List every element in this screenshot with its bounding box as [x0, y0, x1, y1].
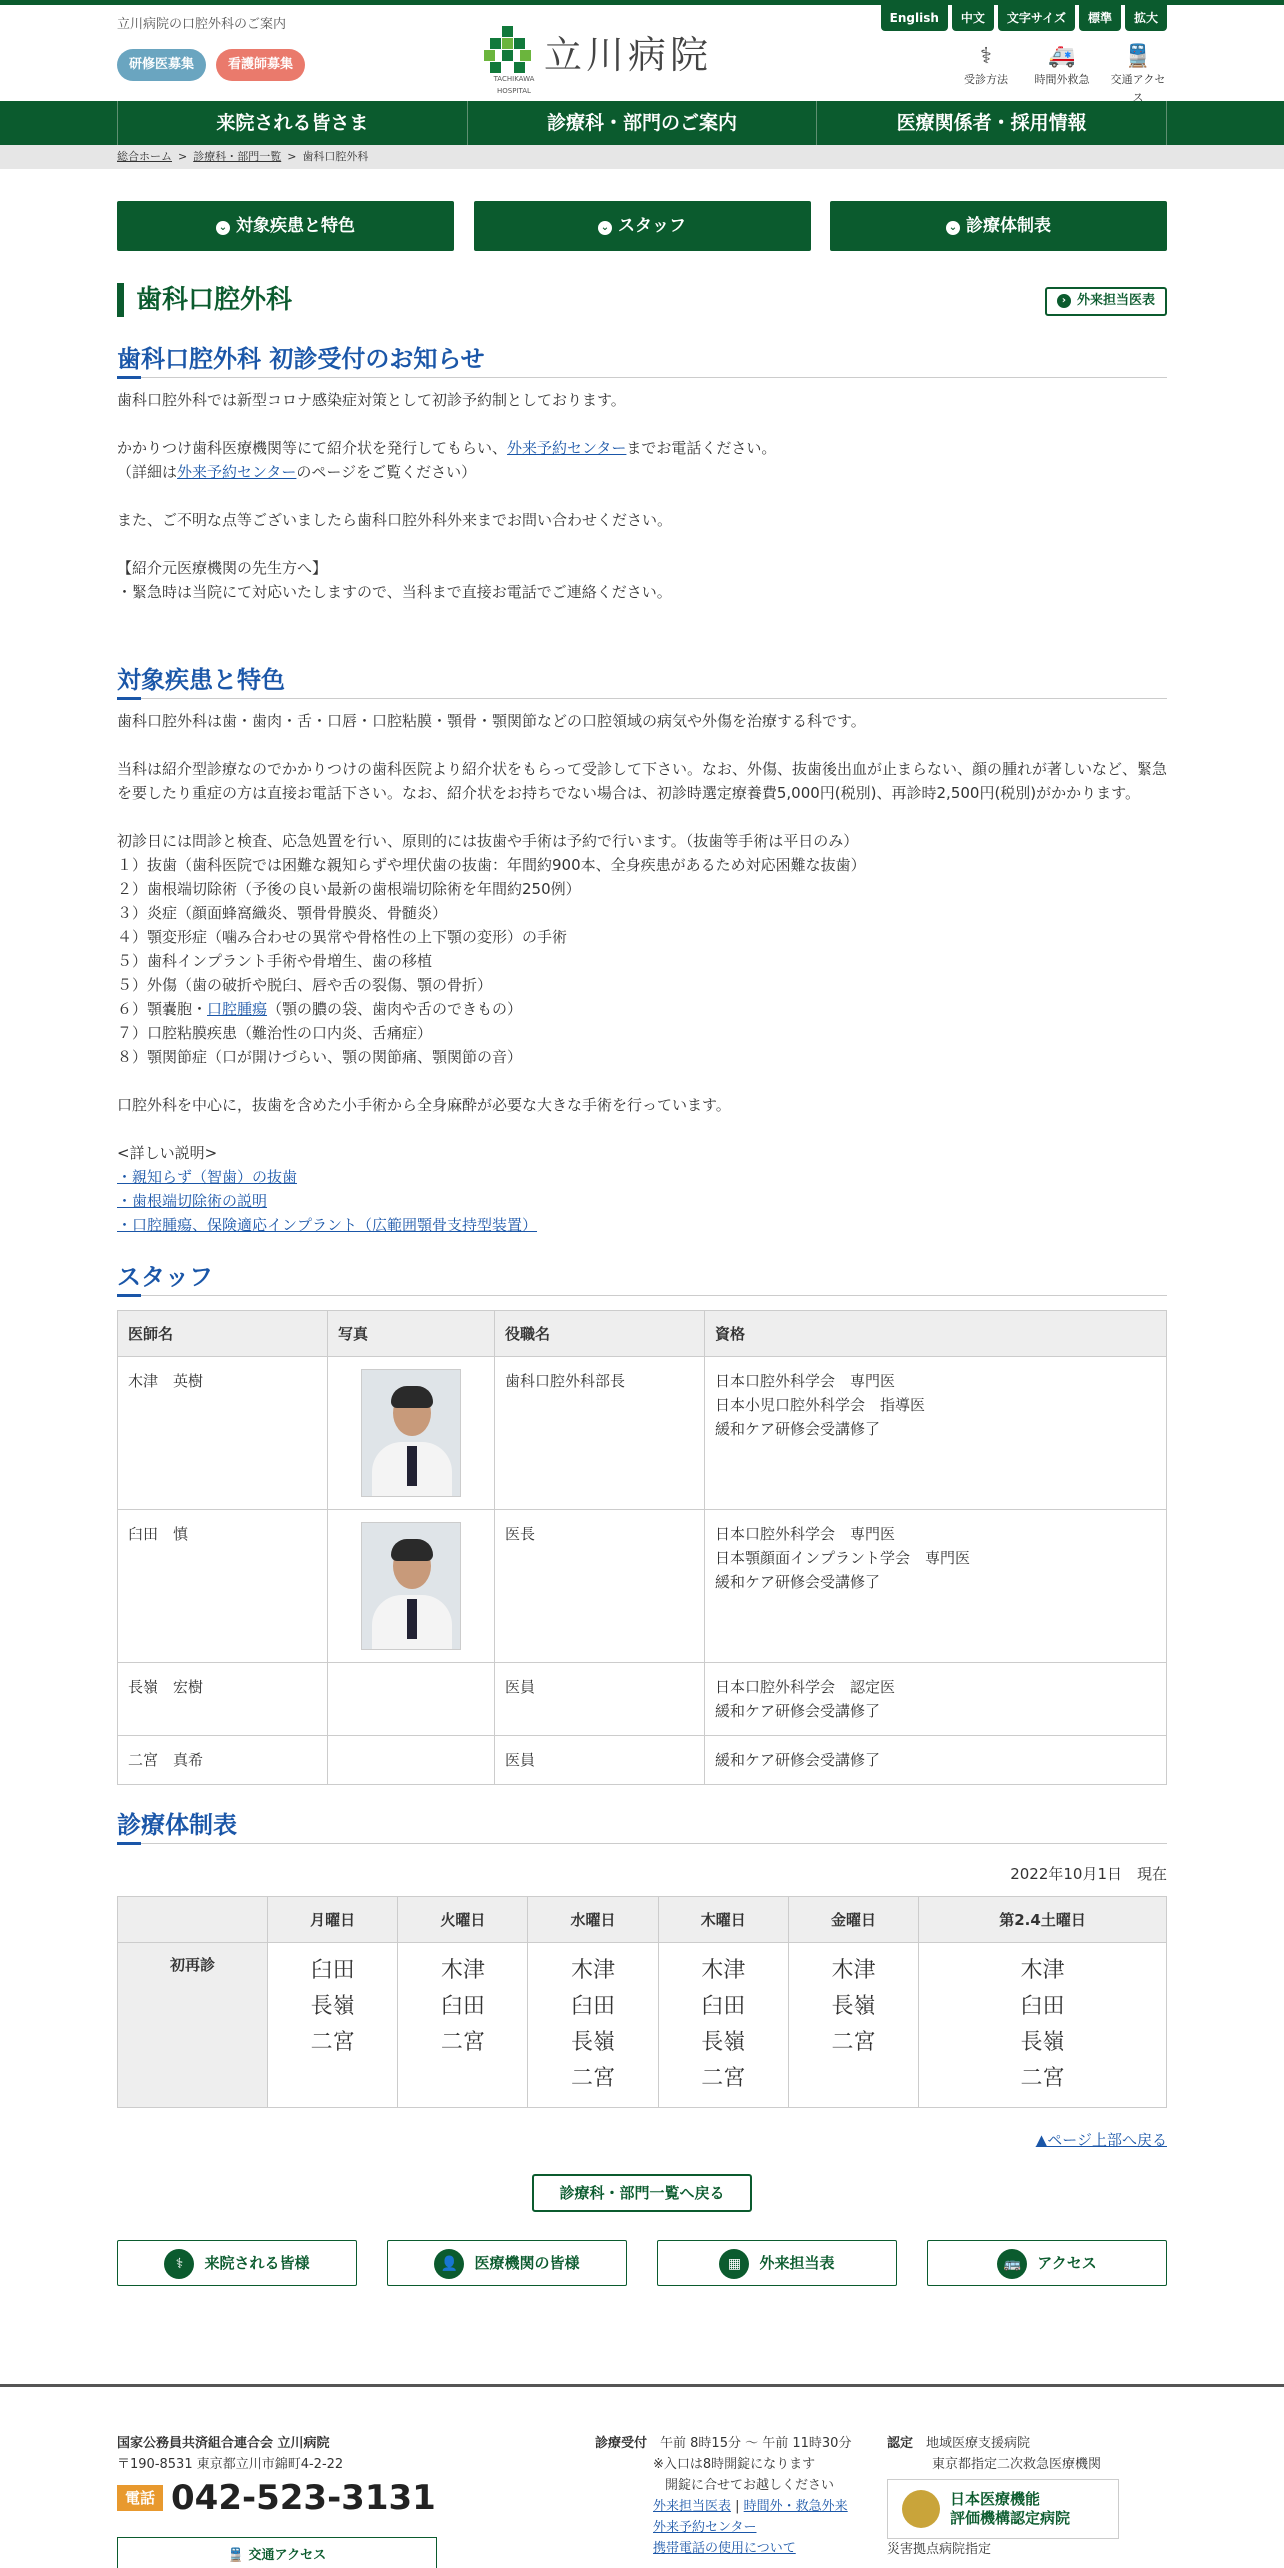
- doctor-name: 長嶺 宏樹: [118, 1663, 328, 1736]
- schedule-doctor: 二宮: [440, 2030, 485, 2055]
- badge-text: 日本医療機能: [950, 2490, 1041, 2508]
- breadcrumb-current: 歯科口腔外科: [302, 150, 369, 163]
- doctor-photo: [361, 1522, 461, 1650]
- train-icon: 🚆: [1124, 44, 1152, 69]
- outpatient-schedule-button[interactable]: [1045, 287, 1167, 316]
- doctor-photo-cell: [328, 1357, 495, 1510]
- schedule-cell: [788, 1943, 918, 2108]
- bottom-nav-label: 外来担当表: [759, 2254, 835, 2272]
- cert-item: 災害拠点病院指定: [887, 2542, 992, 2557]
- features-heading: 対象疾患と特色: [117, 662, 1167, 699]
- apicoectomy-link[interactable]: ・歯根端切除術の説明: [117, 1192, 268, 1210]
- table-header: 医師名: [118, 1311, 328, 1357]
- anchor-label: 診療体制表: [966, 216, 1051, 236]
- list-item: ５）歯科インプラント手術や骨増生、歯の移植: [117, 952, 433, 970]
- english-link[interactable]: English: [881, 5, 948, 31]
- schedule-day-header: 月曜日: [268, 1897, 398, 1943]
- schedule-day-header: 水曜日: [528, 1897, 658, 1943]
- list-item: １）抜歯（歯科医院では困難な親知らずや埋伏歯の抜歯：年間約900本、全身疾患があるため対応困難な抜歯）: [117, 856, 866, 874]
- schedule-cell: [919, 1943, 1167, 2108]
- notice-heading: 歯科口腔外科 初診受付のお知らせ: [117, 341, 1167, 378]
- reception-label: 診療受付: [595, 2436, 648, 2451]
- notice-p6: ・緊急時は当院にて対応いたしますので、当科まで直接お電話でご連絡ください。: [117, 583, 672, 601]
- qualification-item: 日本顎顔面インプラント学会 専門医: [715, 1549, 971, 1567]
- footer-contact: [117, 2433, 457, 2563]
- doctor-qualifications: [705, 1736, 1167, 1785]
- chevron-down-icon: ⌄: [598, 221, 612, 235]
- schedule-row-label: 初再診: [118, 1943, 268, 2108]
- font-large-button[interactable]: 拡大: [1125, 5, 1167, 31]
- schedule-table: [117, 1896, 1167, 2108]
- notice-p2: [117, 436, 1167, 460]
- table-header: 資格: [705, 1311, 1167, 1357]
- bottom-nav-outpatient[interactable]: [657, 2240, 897, 2286]
- reservation-center-link[interactable]: 外来予約センター: [507, 439, 627, 457]
- phone-number[interactable]: 042-523-3131: [171, 2477, 436, 2518]
- reception-note: 開錠に合せてお越しください: [665, 2478, 835, 2493]
- cert-item: 東京都指定二次救急医療機関: [932, 2457, 1102, 2472]
- site-header: [117, 5, 1167, 104]
- staff-heading: スタッフ: [117, 1259, 1167, 1296]
- utility-bar: [881, 5, 1167, 31]
- doctor-photo-cell: [328, 1510, 495, 1663]
- schedule-cell: [528, 1943, 658, 2108]
- text-span: （顎の膿の袋、歯肉や舌のできもの）: [267, 1000, 523, 1018]
- anchor-staff-button[interactable]: [474, 201, 811, 251]
- schedule-doctor: 二宮: [571, 2066, 616, 2091]
- breadcrumb-departments[interactable]: 診療科・部門一覧: [193, 150, 282, 163]
- cert-label: 認定: [887, 2436, 914, 2451]
- bottom-nav: [117, 2240, 1167, 2286]
- train-icon: 🚆: [227, 2548, 249, 2563]
- bottom-nav-label: 医療機関の皆様: [474, 2254, 580, 2272]
- text-span: までお電話ください。: [626, 439, 777, 457]
- schedule-doctor: 長嶺: [310, 1994, 355, 2019]
- implant-link[interactable]: ・口腔腫瘍、保険適応インプラント（広範囲顎骨支持型装置）: [117, 1216, 538, 1234]
- schedule-doctor: 木津: [831, 1958, 876, 1983]
- notice-body: [117, 388, 1167, 604]
- table-row: [118, 1510, 1167, 1663]
- bottom-nav-access[interactable]: [927, 2240, 1167, 2286]
- bottom-nav-institutions[interactable]: [387, 2240, 627, 2286]
- schedule-doctor: 臼田: [1020, 1994, 1065, 2019]
- footer-reception: 診療受付 午前 8時15分 ～ 午前 11時30分 ※入口は8時開錠になります 開錠に合せてお越しください 外来担当医表 | 時間外・救急外来 外来予約センター 携帯電話の使用について: [595, 2433, 895, 2559]
- list-item: ４）顎変形症（噛み合わせの異常や骨格性の上下顎の変形）の手術: [117, 928, 568, 946]
- site-footer: [0, 2384, 1284, 2568]
- text-span: （詳細は: [117, 463, 178, 481]
- doctor-photo-cell: [328, 1736, 495, 1785]
- anchor-links: [117, 201, 1167, 251]
- schedule-doctor: 木津: [440, 1958, 485, 1983]
- page-header: [117, 283, 1167, 319]
- doctor-photo-cell: [328, 1663, 495, 1736]
- stethoscope-icon: ⚕: [164, 2249, 194, 2279]
- quick-access-link[interactable]: [1109, 43, 1167, 106]
- font-size-label: 文字サイズ: [998, 5, 1075, 31]
- medal-icon: [902, 2490, 940, 2528]
- list-item: ３）炎症（顔面蜂窩織炎、顎骨骨膜炎、骨髄炎）: [117, 904, 448, 922]
- schedule-day-header: 金曜日: [788, 1897, 918, 1943]
- qualification-item: 緩和ケア研修会受講修了: [715, 1751, 881, 1769]
- doctor-name: 木津 英樹: [118, 1357, 328, 1510]
- chinese-link[interactable]: 中文: [952, 5, 994, 31]
- cert-item: 地域医療支援病院: [926, 2436, 1031, 2451]
- schedule-doctor: 木津: [1020, 1958, 1065, 1983]
- schedule-day-header: 第2.4土曜日: [919, 1897, 1167, 1943]
- table-row: [118, 1736, 1167, 1785]
- main-content: [117, 201, 1167, 2286]
- doctor-qualifications: [705, 1663, 1167, 1736]
- chevron-down-icon: ⌄: [216, 221, 230, 235]
- table-header: 役職名: [495, 1311, 705, 1357]
- schedule-doctor: 木津: [701, 1958, 746, 1983]
- doctor-name: 二宮 真希: [118, 1736, 328, 1785]
- doctor-role: 医員: [495, 1663, 705, 1736]
- list-item: ７）口腔粘膜疾患（難治性の口内炎、舌痛症）: [117, 1024, 433, 1042]
- footer-outpatient-link[interactable]: 外来担当医表: [653, 2499, 732, 2514]
- logo-text: 立川病院: [544, 33, 713, 77]
- list-item: ８）顎関節症（口が開けづらい、顎の関節痛、顎関節の音）: [117, 1048, 523, 1066]
- font-standard-button[interactable]: 標準: [1079, 5, 1121, 31]
- breadcrumb-separator: >: [178, 150, 188, 163]
- doctor-qualifications: [705, 1357, 1167, 1510]
- bottom-nav-label: アクセス: [1037, 2254, 1097, 2272]
- quick-emergency-link[interactable]: [1033, 43, 1091, 106]
- schedule-doctor: 二宮: [1020, 2066, 1065, 2091]
- schedule-day-header: 木曜日: [658, 1897, 788, 1943]
- oral-tumor-link[interactable]: 口腔腫瘍: [207, 1000, 268, 1018]
- anchor-features-button[interactable]: [117, 201, 454, 251]
- features-p4: 口腔外科を中心に，抜歯を含めた小手術から全身麻酔が必要な大きな手術を行っています。: [117, 1096, 731, 1114]
- schedule-date: 2022年10月1日 現在: [1010, 1865, 1167, 1883]
- doctor-photo: [361, 1369, 461, 1497]
- quick-link-label: 時間外救急: [1034, 73, 1090, 86]
- qualification-item: 緩和ケア研修会受講修了: [715, 1420, 881, 1438]
- notice-p5: 【紹介元医療機関の先生方へ】: [117, 559, 328, 577]
- doctor-role: 歯科口腔外科部長: [495, 1357, 705, 1510]
- qualification-item: 日本口腔外科学会 認定医: [715, 1678, 896, 1696]
- back-to-departments-button[interactable]: 診療科・部門一覧へ戻る: [532, 2174, 752, 2212]
- stethoscope-icon: ⚕: [980, 44, 992, 69]
- breadcrumb-separator: >: [287, 150, 297, 163]
- site-tagline: 立川病院の口腔外科のご案内: [117, 17, 287, 32]
- bottom-nav-label: 来院される皆様: [204, 2254, 310, 2272]
- quick-consultation-link[interactable]: [957, 43, 1015, 106]
- nav-departments[interactable]: 診療科・部門のご案内: [467, 101, 817, 145]
- footer-emergency-link[interactable]: 時間外・救急外来: [743, 2499, 848, 2514]
- quick-link-label: 交通アクセス: [1110, 73, 1166, 104]
- reception-hours: 午前 8時15分 ～ 午前 11時30分: [660, 2436, 852, 2451]
- features-p2: 当科は紹介型診療なのでかかりつけの歯科医院より紹介状をもらって受診して下さい。なお、外傷、抜歯後出血が止まらない、顔の腫れが著しいなど、緊急を要したり重症の方は直接お電話下さい。なお、紹介状をお持ちでない場合は、初診時選定療養費5,000円(税別)、再診時2,500円(税別)がかかります。: [117, 760, 1168, 802]
- page-top-link[interactable]: ▲ページ上部へ戻る: [1035, 2131, 1167, 2149]
- reservation-center-link[interactable]: 外来予約センター: [177, 463, 297, 481]
- table-icon: ▦: [719, 2249, 749, 2279]
- breadcrumb-home[interactable]: 総合ホーム: [117, 150, 172, 163]
- list-item: [117, 997, 1167, 1021]
- schedule-cell: [268, 1943, 398, 2108]
- doctor-name: 臼田 慎: [118, 1510, 328, 1663]
- text-span: ６）顎嚢胞・: [117, 1000, 208, 1018]
- bus-icon: 🚌: [997, 2249, 1027, 2279]
- table-header: 写真: [328, 1311, 495, 1357]
- anchor-label: 対象疾患と特色: [236, 216, 355, 236]
- table-header-corner: [118, 1897, 268, 1943]
- schedule-doctor: 臼田: [440, 1994, 485, 2019]
- logo-mark-icon: [484, 26, 535, 95]
- schedule-doctor: 長嶺: [831, 1994, 876, 2019]
- schedule-doctor: 臼田: [571, 1994, 616, 2019]
- table-row: [118, 1663, 1167, 1736]
- schedule-doctor: 長嶺: [701, 2030, 746, 2055]
- quick-link-label: 受診方法: [964, 73, 1008, 86]
- ambulance-icon: 🚑: [1048, 44, 1076, 69]
- notice-p4: また、ご不明な点等ございましたら歯科口腔外科外来までお問い合わせください。: [117, 511, 673, 529]
- text-span: かかりつけ歯科医療機関等にて紹介状を発行してもらい、: [117, 439, 508, 457]
- resident-recruit-button[interactable]: 研修医募集: [117, 49, 206, 81]
- outpatient-button-label: 外来担当医表: [1076, 293, 1155, 308]
- table-row: [118, 1357, 1167, 1510]
- qualification-item: 日本口腔外科学会 専門医: [715, 1372, 896, 1390]
- list-item: ２）歯根端切除術（予後の良い最新の歯根端切除術を年間約250例）: [117, 880, 581, 898]
- doctor-icon: 👤: [434, 2249, 464, 2279]
- schedule-doctor: 長嶺: [571, 2030, 616, 2055]
- schedule-cell: [398, 1943, 528, 2108]
- anchor-label: スタッフ: [618, 216, 686, 236]
- schedule-doctor: 臼田: [310, 1958, 355, 1983]
- hospital-logo[interactable]: [484, 25, 713, 95]
- anchor-schedule-button[interactable]: [830, 201, 1167, 251]
- staff-table: [117, 1310, 1167, 1785]
- doctor-qualifications: [705, 1510, 1167, 1663]
- qualification-item: 緩和ケア研修会受講修了: [715, 1573, 881, 1591]
- schedule-heading: 診療体制表: [117, 1807, 1167, 1844]
- qualification-item: 日本小児口腔外科学会 指導医: [715, 1396, 926, 1414]
- list-item: ５）外傷（歯の破折や脱臼、唇や舌の裂傷、顎の骨折）: [117, 976, 493, 994]
- page-title: 歯科口腔外科: [117, 283, 1167, 317]
- doctor-role: 医員: [495, 1736, 705, 1785]
- breadcrumb: [0, 145, 1284, 169]
- footer-mobile-link[interactable]: 携帯電話の使用について: [653, 2541, 796, 2556]
- badge-text: 評価機構認定病院: [950, 2509, 1071, 2527]
- schedule-doctor: 長嶺: [1020, 2030, 1065, 2055]
- features-p1: 歯科口腔外科は歯・歯肉・舌・口唇・口腔粘膜・顎骨・顎関節などの口腔領域の病気や外傷を治療する科です。: [117, 712, 866, 730]
- notice-p3: [117, 460, 1167, 484]
- footer-reservation-link[interactable]: 外来予約センター: [653, 2520, 757, 2535]
- more-label: <詳しい説明>: [117, 1144, 218, 1162]
- logo-subtitle: TACHIKAWA HOSPITAL: [493, 75, 535, 95]
- chevron-down-icon: ⌄: [946, 221, 960, 235]
- doctor-role: 医長: [495, 1510, 705, 1663]
- chevron-right-icon: ›: [1057, 294, 1071, 308]
- schedule-doctor: 二宮: [701, 2066, 746, 2091]
- jcqhc-badge[interactable]: [887, 2479, 1119, 2539]
- schedule-cell: [658, 1943, 788, 2108]
- footer-org: 国家公務員共済組合連合会 立川病院: [117, 2436, 330, 2451]
- qualification-item: 日本口腔外科学会 専門医: [715, 1525, 896, 1543]
- tel-label: 電話: [117, 2485, 163, 2511]
- footer-access-label: 交通アクセス: [248, 2548, 327, 2563]
- schedule-doctor: 木津: [571, 1958, 616, 1983]
- recruit-links: [117, 49, 305, 81]
- qualification-item: 緩和ケア研修会受講修了: [715, 1702, 881, 1720]
- nurse-recruit-button[interactable]: 看護師募集: [216, 49, 305, 81]
- footer-access-button[interactable]: [117, 2537, 437, 2568]
- schedule-day-header: 火曜日: [398, 1897, 528, 1943]
- schedule-doctor: 臼田: [701, 1994, 746, 2019]
- quick-links: [957, 43, 1167, 106]
- schedule-doctor: 二宮: [310, 2030, 355, 2055]
- footer-certifications: [887, 2433, 1167, 2560]
- wisdom-tooth-link[interactable]: ・親知らず（智歯）の抜歯: [117, 1168, 298, 1186]
- global-nav: [0, 101, 1284, 145]
- text-span: のページをご覧ください）: [296, 463, 477, 481]
- features-p3: 初診日には問診と検査、応急処置を行い、原則的には抜歯や手術は予約で行います。（抜歯等手術は平日のみ）: [117, 832, 859, 850]
- footer-address: 〒190-8531 東京都立川市錦町4-2-22: [117, 2457, 344, 2472]
- nav-visitors[interactable]: 来院される皆さま: [117, 101, 467, 145]
- bottom-nav-visitors[interactable]: [117, 2240, 357, 2286]
- features-body: [117, 709, 1167, 1237]
- nav-professionals[interactable]: 医療関係者・採用情報: [816, 101, 1167, 145]
- reception-note: ※入口は8時開錠になります: [653, 2457, 816, 2472]
- schedule-doctor: 二宮: [831, 2030, 876, 2055]
- notice-p1: 歯科口腔外科では新型コロナ感染症対策として初診予約制としております。: [117, 391, 626, 409]
